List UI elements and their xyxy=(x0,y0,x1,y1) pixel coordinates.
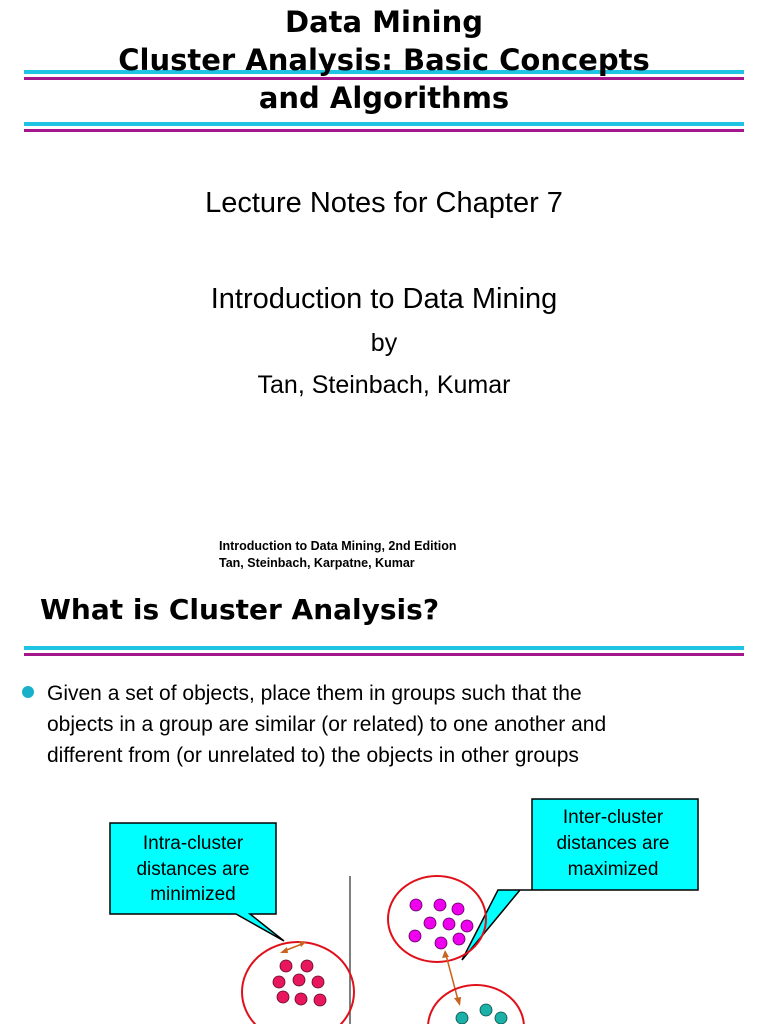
data-point xyxy=(312,976,324,988)
cluster-boundary-top xyxy=(388,876,486,962)
callout-left-line-2: distances are xyxy=(136,859,250,880)
data-point xyxy=(461,920,473,932)
data-point xyxy=(434,899,446,911)
data-point xyxy=(453,933,465,945)
callout-right-line-3: maximized xyxy=(567,859,659,880)
edition-note: Introduction to Data Mining, 2nd Edition xyxy=(219,539,457,553)
data-point xyxy=(409,930,421,942)
slide-title-line-3: and Algorithms xyxy=(258,81,510,115)
callout-right-line-1: Inter-cluster xyxy=(562,807,664,828)
bullet-line: different from (or unrelated to) the objects in other groups xyxy=(47,744,579,767)
data-point xyxy=(456,1012,468,1024)
data-point xyxy=(443,918,455,930)
callout-left-line-1: Intra-cluster xyxy=(142,833,244,854)
data-point xyxy=(273,976,285,988)
data-point xyxy=(410,899,422,911)
data-point xyxy=(280,960,292,972)
by-label: by xyxy=(370,329,398,357)
callout-right-line-2: distances are xyxy=(556,833,670,854)
data-point xyxy=(314,994,326,1006)
book-title: Introduction to Data Mining xyxy=(210,283,558,315)
slide-title-line-1: Data Mining xyxy=(285,5,483,39)
data-point xyxy=(452,903,464,915)
cluster-boundary-bottom xyxy=(428,985,524,1024)
data-point xyxy=(495,1012,507,1024)
data-point xyxy=(277,991,289,1003)
cluster-analysis-slide xyxy=(0,580,768,1024)
authors: Tan, Steinbach, Kumar xyxy=(257,371,511,399)
data-point xyxy=(295,993,307,1005)
cluster-diagram xyxy=(0,580,768,1024)
data-point xyxy=(424,917,436,929)
cluster-points-magenta xyxy=(409,899,473,949)
slide-title: What is Cluster Analysis? xyxy=(40,593,440,626)
data-point xyxy=(480,1004,492,1016)
slide-title-line-2: Cluster Analysis: Basic Concepts xyxy=(118,43,650,77)
data-point xyxy=(435,937,447,949)
data-point xyxy=(301,960,313,972)
callout-left-line-3: minimized xyxy=(150,884,236,905)
data-point xyxy=(293,974,305,986)
cluster-points-red xyxy=(273,960,326,1006)
cluster-points-teal xyxy=(456,1004,507,1024)
edition-authors: Tan, Steinbach, Karpatne, Kumar xyxy=(219,556,415,570)
bullet-line: Given a set of objects, place them in groups such that the xyxy=(47,682,582,705)
lecture-subtitle: Lecture Notes for Chapter 7 xyxy=(205,187,563,219)
bullet-line: objects in a group are similar (or related) to one another and xyxy=(47,713,607,736)
title-divider-rule xyxy=(24,122,744,132)
